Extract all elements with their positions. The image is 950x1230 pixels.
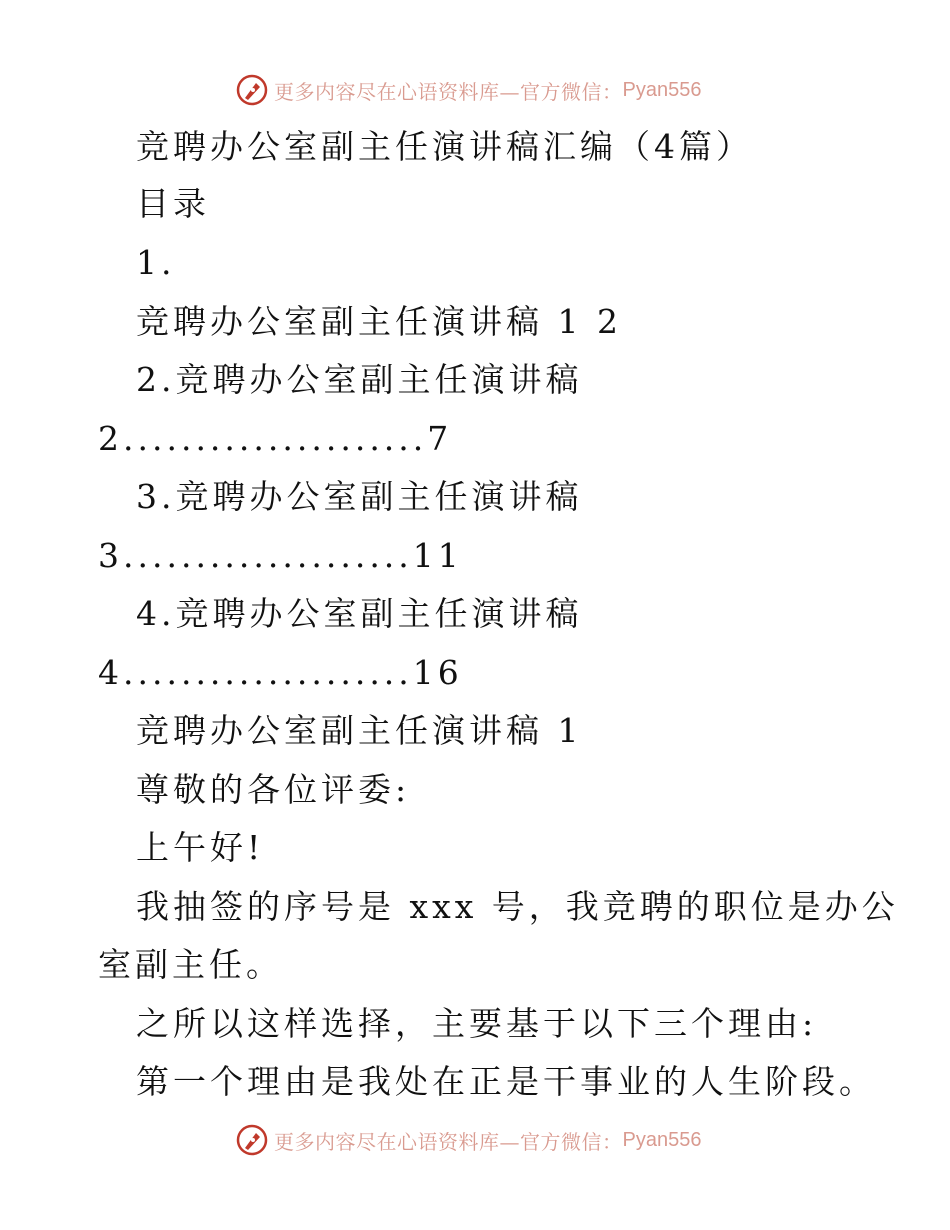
watermark-text: 更多内容尽在心语资料库—官方微信：	[274, 1129, 623, 1154]
toc-entry-1-line2: 竞聘办公室副主任演讲稿 1 2	[136, 302, 622, 341]
toc-entry-3-line1: 3.竞聘办公室副主任演讲稿	[136, 477, 583, 516]
toc-entry-4-line2: 4....................16	[98, 653, 463, 692]
pen-nib-circle-icon	[236, 74, 268, 106]
paragraph-line: 室副主任。	[98, 945, 283, 984]
pen-nib-circle-icon	[236, 1124, 268, 1156]
watermark-wechat-id: Pyan556	[622, 78, 702, 101]
toc-heading: 目录	[136, 184, 210, 223]
watermark-text: 更多内容尽在心语资料库—官方微信：	[274, 79, 623, 104]
paragraph-line: 上午好!	[136, 828, 265, 867]
toc-entry-4-line1: 4.竞聘办公室副主任演讲稿	[136, 594, 583, 633]
watermark-footer	[236, 1122, 701, 1158]
toc-entry-3-line2: 3....................11	[98, 536, 463, 575]
paragraph-line: 尊敬的各位评委:	[136, 770, 411, 809]
watermark-header	[236, 72, 701, 108]
toc-entry-2-line1: 2.竞聘办公室副主任演讲稿	[136, 360, 583, 399]
paragraph-line: 第一个理由是我处在正是干事业的人生阶段。	[136, 1062, 876, 1101]
paragraph-line: 我抽签的序号是 xxx 号，我竞聘的职位是办公	[136, 887, 899, 926]
paragraph-line: 之所以这样选择，主要基于以下三个理由:	[136, 1004, 818, 1043]
toc-entry-2-line2: 2.....................7	[98, 419, 453, 458]
watermark-wechat-id: Pyan556	[622, 1128, 702, 1151]
document-title: 竞聘办公室副主任演讲稿汇编（4篇）	[136, 127, 753, 166]
section-title: 竞聘办公室副主任演讲稿 1	[136, 711, 583, 750]
toc-entry-1-line1: 1.	[136, 243, 176, 282]
